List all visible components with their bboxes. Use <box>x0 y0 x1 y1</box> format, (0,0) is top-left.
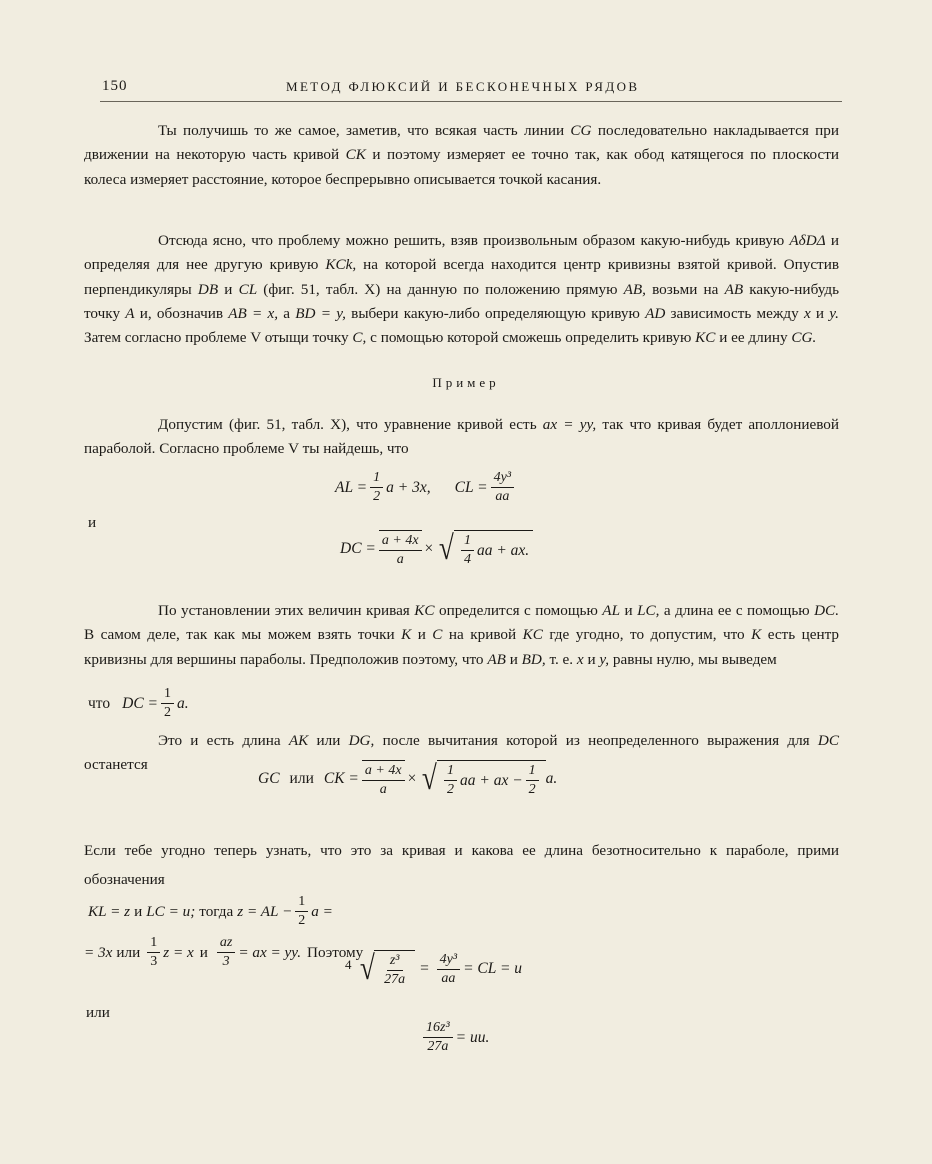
equation-dc: DC = $\frac{a + 4x}{a}$ × √ $\frac{1}{4}$ aa + ax. <box>340 530 533 568</box>
equation-dc-vertex: что DC = $\frac{1}{2}$ a. <box>88 686 189 720</box>
equation-gc-ck: GC или CK = $\frac{a + 4x}{a}$ × √ $\frac{1}{2}$ aa + ax − $\frac{1}{2}$ a. <box>258 760 558 797</box>
paragraph-2: Отсюда ясно, что проблему можно решить, взяв произвольным образом какую-нибудь кривую AδDΔ и определяя для нее другую кривую KCk, на которой всегда находится центр кривизны взятой кривой. Опустив перпендикуляры DB и CL (фиг. 51, табл. X) на данную по положению прямую AB, возьми на AB какую-нибудь точку A и, обозначив AB = x, а BD = y, выбери какую-либо определяющую кривую AD зависимость между x и y. Затем согласно проблеме V отыщи точку C, с помощью которой сможешь определить кривую KC и ее длину CG. <box>84 232 840 347</box>
paragraph-3: Допустим (фиг. 51, табл. X), что уравнение кривой есть ax = yy, так что кривая будет аполлониевой параболой. Согласно проблеме V ты найдешь, что <box>84 416 839 458</box>
equation-cl-u: 4 √ $\frac{\text{z³}}{27a}$ = $\frac{\text{4y³}}{aa}$ = CL = u <box>345 950 523 987</box>
paragraph-4: По установлении этих величин кривая KC определится с помощью AL и LC, а длина ее с помощью DC. В самом деле, так как мы можем взять точки K и C на кривой KC где угодно, то допустим, что K есть центр кривизны для вершины параболы. Предположив поэтому, что AB и BD, т. е. x и y, равны нулю, мы выведем <box>84 602 839 668</box>
paragraph-6: Если тебе угодно теперь узнать, что это за кривая и какова ее длина безотносительно к параболе, прими обозначения KL = z и LC = u; тогда z = AL − $\frac{1}{2}$ a = = 3x или $\frac{1}{3}$ z = x и $\frac{az}{3}$ = ax = yy. Поэтому <box>84 842 839 969</box>
paragraph-1: Ты получишь то же самое, заметив, что всякая часть линии CG последовательно накладывается при движении на некоторую часть кривой CK и поэтому измеряет ее точно так, как обод катящегося по плоскости колеса измеряет расстояние, которое беспрерывно описывается точкой касания. <box>84 122 839 188</box>
conjunction-or: или <box>86 1004 110 1021</box>
page-header <box>100 76 842 102</box>
running-title: МЕТОД ФЛЮКСИЙ И БЕСКОНЕЧНЫХ РЯДОВ <box>286 79 640 94</box>
equation-al-cl: AL = $\frac{1}{2}$ a + 3x, CL = $\frac{\text{4y³}}{aa}$ <box>335 470 517 505</box>
conjunction-and: и <box>88 514 97 531</box>
equation-uu: $\frac{\text{16z³}}{27a}$ = uu. <box>420 1020 489 1055</box>
header-rule <box>100 101 842 102</box>
page-number: 150 <box>102 78 128 94</box>
section-title: Пример <box>432 375 500 390</box>
paragraph-5: Это и есть длина AK или DG, после вычитания которой из неопределенного выражения для DC останется <box>84 732 839 774</box>
